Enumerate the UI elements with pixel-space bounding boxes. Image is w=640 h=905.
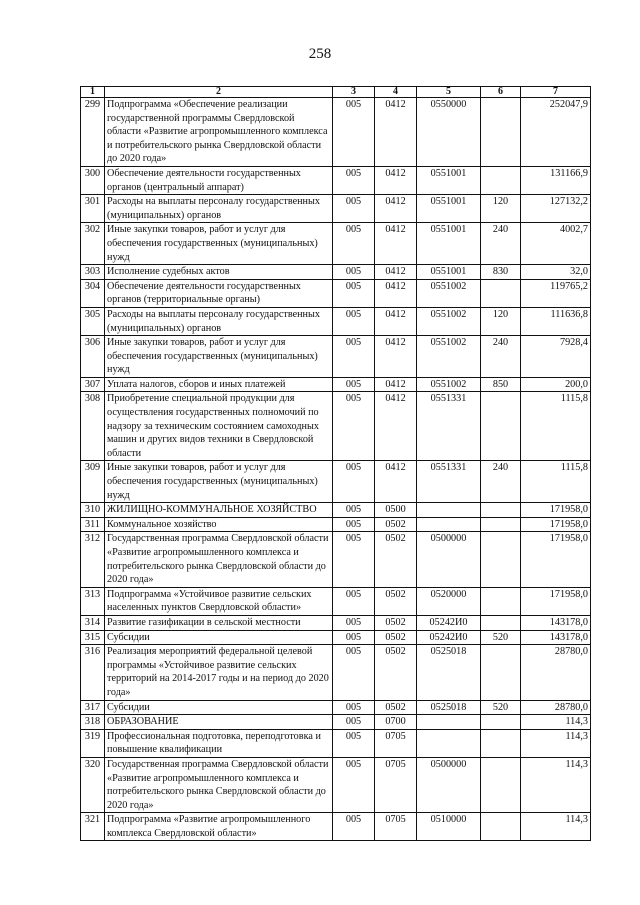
row-code-6: 240 (481, 223, 521, 265)
row-code-6: 240 (481, 461, 521, 503)
row-amount: 127132,2 (521, 195, 591, 223)
row-amount: 171958,0 (521, 532, 591, 587)
row-code-3: 005 (333, 307, 375, 335)
row-code-4: 0412 (375, 461, 417, 503)
row-code-5: 05242И0 (417, 630, 481, 645)
row-code-6 (481, 166, 521, 194)
row-code-4: 0502 (375, 630, 417, 645)
table-row (81, 700, 591, 715)
row-code-3: 005 (333, 461, 375, 503)
row-code-4: 0502 (375, 532, 417, 587)
row-code-5: 0551331 (417, 392, 481, 461)
row-code-4: 0700 (375, 715, 417, 730)
row-code-4: 0500 (375, 503, 417, 518)
table-row (81, 715, 591, 730)
row-amount: 171958,0 (521, 503, 591, 518)
row-code-5: 0551002 (417, 377, 481, 392)
row-number: 305 (81, 307, 105, 335)
row-number: 319 (81, 729, 105, 757)
row-name: Обеспечение деятельности государственных органов (центральный аппарат) (105, 166, 333, 194)
column-header: 6 (481, 87, 521, 98)
row-code-4: 0412 (375, 377, 417, 392)
row-name: Обеспечение деятельности государственных органов (территориальные органы) (105, 279, 333, 307)
row-number: 312 (81, 532, 105, 587)
row-code-3: 005 (333, 336, 375, 378)
row-name: Субсидии (105, 630, 333, 645)
row-code-4: 0705 (375, 729, 417, 757)
row-number: 306 (81, 336, 105, 378)
table-row (81, 532, 591, 587)
row-amount: 28780,0 (521, 645, 591, 700)
row-code-6 (481, 715, 521, 730)
row-code-5 (417, 503, 481, 518)
row-code-6 (481, 279, 521, 307)
row-code-3: 005 (333, 615, 375, 630)
row-number: 300 (81, 166, 105, 194)
row-name: Развитие газификации в сельской местности (105, 615, 333, 630)
table-row (81, 757, 591, 812)
row-code-6: 520 (481, 630, 521, 645)
row-code-4: 0502 (375, 615, 417, 630)
row-code-5: 0500000 (417, 532, 481, 587)
row-number: 307 (81, 377, 105, 392)
row-code-6: 120 (481, 195, 521, 223)
row-code-5: 0551001 (417, 265, 481, 280)
row-code-3: 005 (333, 729, 375, 757)
row-name: Расходы на выплаты персоналу государственных (муниципальных) органов (105, 307, 333, 335)
row-code-6: 120 (481, 307, 521, 335)
row-name: Субсидии (105, 700, 333, 715)
row-number: 311 (81, 517, 105, 532)
row-name: Уплата налогов, сборов и иных платежей (105, 377, 333, 392)
row-code-3: 005 (333, 98, 375, 167)
row-code-4: 0412 (375, 98, 417, 167)
row-name: Расходы на выплаты персоналу государственных (муниципальных) органов (105, 195, 333, 223)
row-code-3: 005 (333, 503, 375, 518)
row-number: 317 (81, 700, 105, 715)
row-code-6 (481, 757, 521, 812)
row-name: Подпрограмма «Обеспечение реализации государственной программы Свердловской области «Развитие агропромышленного комплекса и потребительского рынка Свердловской области до 2020 года» (105, 98, 333, 167)
row-code-6 (481, 729, 521, 757)
row-code-4: 0705 (375, 757, 417, 812)
table-row (81, 279, 591, 307)
row-code-4: 0412 (375, 195, 417, 223)
row-number: 314 (81, 615, 105, 630)
row-code-5: 0550000 (417, 98, 481, 167)
column-header: 1 (81, 87, 105, 98)
row-name: Коммунальное хозяйство (105, 517, 333, 532)
table-row (81, 813, 591, 841)
table-row (81, 166, 591, 194)
row-amount: 28780,0 (521, 700, 591, 715)
row-name: ЖИЛИЩНО-КОММУНАЛЬНОЕ ХОЗЯЙСТВО (105, 503, 333, 518)
row-code-5 (417, 517, 481, 532)
row-name: Приобретение специальной продукции для осуществления государственных полномочий по надзору за техническим состоянием самоходных машин и других видов техники в Свердловской области (105, 392, 333, 461)
table-row (81, 615, 591, 630)
row-code-5: 0520000 (417, 587, 481, 615)
table-row (81, 336, 591, 378)
column-header: 7 (521, 87, 591, 98)
row-code-6 (481, 532, 521, 587)
row-code-5: 0525018 (417, 645, 481, 700)
row-name: Иные закупки товаров, работ и услуг для обеспечения государственных (муниципальных) нужд (105, 461, 333, 503)
row-name: Реализация мероприятий федеральной целевой программы «Устойчивое развитие сельских территорий на 2014-2017 годы и на период до 2020 года» (105, 645, 333, 700)
row-code-6 (481, 517, 521, 532)
table-row (81, 98, 591, 167)
row-name: Иные закупки товаров, работ и услуг для обеспечения государственных (муниципальных) нужд (105, 223, 333, 265)
row-code-3: 005 (333, 195, 375, 223)
row-code-6: 850 (481, 377, 521, 392)
row-amount: 171958,0 (521, 587, 591, 615)
row-code-4: 0412 (375, 336, 417, 378)
table-row (81, 307, 591, 335)
row-code-4: 0502 (375, 645, 417, 700)
row-code-6 (481, 98, 521, 167)
row-code-3: 005 (333, 813, 375, 841)
row-code-3: 005 (333, 587, 375, 615)
table-row (81, 223, 591, 265)
row-amount: 131166,9 (521, 166, 591, 194)
row-number: 315 (81, 630, 105, 645)
budget-table (80, 86, 591, 841)
table-row (81, 265, 591, 280)
row-name: Иные закупки товаров, работ и услуг для обеспечения государственных (муниципальных) нужд (105, 336, 333, 378)
row-amount: 200,0 (521, 377, 591, 392)
row-amount: 119765,2 (521, 279, 591, 307)
row-code-3: 005 (333, 265, 375, 280)
row-code-5 (417, 729, 481, 757)
row-code-5: 0551001 (417, 166, 481, 194)
table-header-row (81, 87, 591, 98)
row-amount: 143178,0 (521, 630, 591, 645)
row-code-6 (481, 813, 521, 841)
row-number: 316 (81, 645, 105, 700)
row-code-5: 0551001 (417, 223, 481, 265)
row-number: 302 (81, 223, 105, 265)
row-amount: 1115,8 (521, 392, 591, 461)
row-amount: 143178,0 (521, 615, 591, 630)
row-code-3: 005 (333, 630, 375, 645)
row-code-4: 0412 (375, 265, 417, 280)
row-code-4: 0412 (375, 166, 417, 194)
table-row (81, 377, 591, 392)
row-code-5: 0551001 (417, 195, 481, 223)
row-code-3: 005 (333, 377, 375, 392)
row-code-6 (481, 645, 521, 700)
row-code-3: 005 (333, 279, 375, 307)
row-name: Государственная программа Свердловской области «Развитие агропромышленного комплекса и потребительского рынка Свердловской области до 2020 года» (105, 532, 333, 587)
row-code-5 (417, 715, 481, 730)
row-code-4: 0412 (375, 307, 417, 335)
row-code-4: 0412 (375, 223, 417, 265)
row-code-5: 0510000 (417, 813, 481, 841)
row-number: 318 (81, 715, 105, 730)
row-code-5: 0551331 (417, 461, 481, 503)
row-code-6: 240 (481, 336, 521, 378)
row-code-5: 0551002 (417, 336, 481, 378)
row-code-6 (481, 615, 521, 630)
row-amount: 111636,8 (521, 307, 591, 335)
column-header: 3 (333, 87, 375, 98)
row-number: 321 (81, 813, 105, 841)
column-header: 5 (417, 87, 481, 98)
row-number: 299 (81, 98, 105, 167)
row-code-3: 005 (333, 223, 375, 265)
row-code-3: 005 (333, 517, 375, 532)
row-number: 320 (81, 757, 105, 812)
row-code-6 (481, 587, 521, 615)
table-row (81, 587, 591, 615)
row-name: Подпрограмма «Развитие агропромышленного комплекса Свердловской области» (105, 813, 333, 841)
table-row (81, 503, 591, 518)
row-code-3: 005 (333, 715, 375, 730)
row-code-3: 005 (333, 645, 375, 700)
row-amount: 7928,4 (521, 336, 591, 378)
row-amount: 114,3 (521, 813, 591, 841)
row-code-6: 830 (481, 265, 521, 280)
table-row (81, 645, 591, 700)
row-code-6 (481, 503, 521, 518)
row-code-4: 0502 (375, 517, 417, 532)
row-code-5: 0551002 (417, 279, 481, 307)
table-row (81, 392, 591, 461)
row-code-3: 005 (333, 757, 375, 812)
row-amount: 1115,8 (521, 461, 591, 503)
table-row (81, 630, 591, 645)
row-code-4: 0412 (375, 279, 417, 307)
row-number: 309 (81, 461, 105, 503)
row-amount: 114,3 (521, 715, 591, 730)
row-code-6 (481, 392, 521, 461)
row-number: 304 (81, 279, 105, 307)
row-code-4: 0502 (375, 587, 417, 615)
table-row (81, 729, 591, 757)
row-code-3: 005 (333, 166, 375, 194)
row-amount: 114,3 (521, 757, 591, 812)
table-row (81, 461, 591, 503)
row-name: Профессиональная подготовка, переподготовка и повышение квалификации (105, 729, 333, 757)
row-amount: 252047,9 (521, 98, 591, 167)
row-code-3: 005 (333, 700, 375, 715)
row-code-5: 0525018 (417, 700, 481, 715)
column-header: 4 (375, 87, 417, 98)
row-code-6: 520 (481, 700, 521, 715)
row-number: 313 (81, 587, 105, 615)
row-code-5: 05242И0 (417, 615, 481, 630)
column-header: 2 (105, 87, 333, 98)
row-code-5: 0551002 (417, 307, 481, 335)
row-amount: 114,3 (521, 729, 591, 757)
table-row (81, 195, 591, 223)
row-amount: 171958,0 (521, 517, 591, 532)
row-number: 310 (81, 503, 105, 518)
row-code-4: 0412 (375, 392, 417, 461)
row-number: 303 (81, 265, 105, 280)
row-number: 308 (81, 392, 105, 461)
row-name: Государственная программа Свердловской области «Развитие агропромышленного комплекса и потребительского рынка Свердловской области до 2020 года» (105, 757, 333, 812)
page-number: 258 (308, 46, 332, 62)
row-number: 301 (81, 195, 105, 223)
row-amount: 32,0 (521, 265, 591, 280)
row-amount: 4002,7 (521, 223, 591, 265)
row-name: ОБРАЗОВАНИЕ (105, 715, 333, 730)
row-code-3: 005 (333, 532, 375, 587)
row-code-5: 0500000 (417, 757, 481, 812)
row-code-4: 0705 (375, 813, 417, 841)
row-code-3: 005 (333, 392, 375, 461)
table-row (81, 517, 591, 532)
row-code-4: 0502 (375, 700, 417, 715)
row-name: Подпрограмма «Устойчивое развитие сельских населенных пунктов Свердловской области» (105, 587, 333, 615)
row-name: Исполнение судебных актов (105, 265, 333, 280)
